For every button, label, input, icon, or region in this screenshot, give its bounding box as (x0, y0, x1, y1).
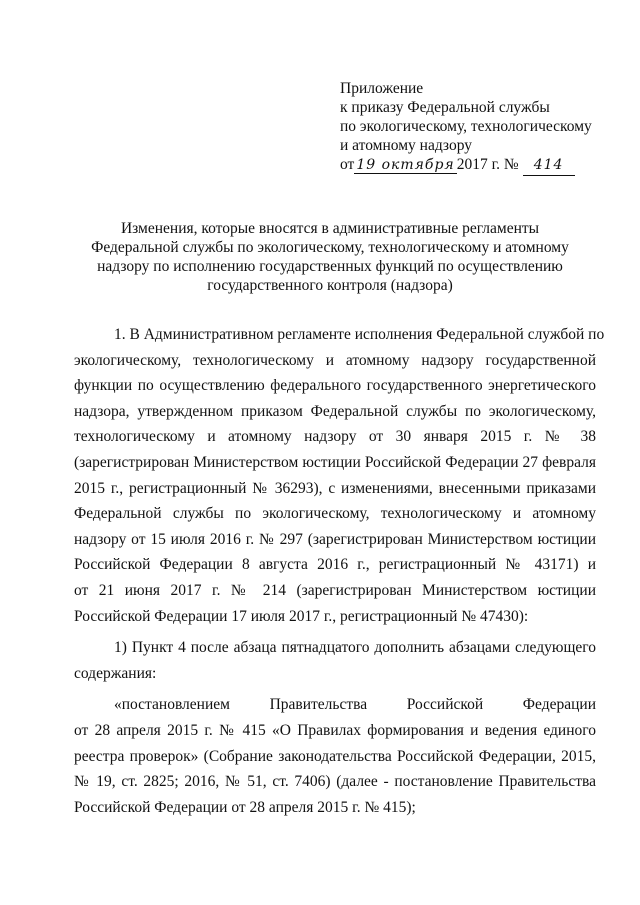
title-line-4: государственного контроля (надзора) (207, 277, 453, 294)
text-line: Российской Федерации от 28 апреля 2015 г. № 415); (74, 798, 416, 816)
text-line: 1. В Административном регламенте исполнения Федеральной службой по (114, 326, 605, 343)
date-suffix: 2017 г. № (456, 156, 519, 173)
text-line: технологическому и атомному надзору от 30 января 2015 г. № 38 (74, 428, 596, 446)
appendix-service-line: по экологическому, технологическому (340, 118, 592, 135)
title-line-1: Изменения, которые вносятся в административные регламенты (120, 220, 540, 237)
text-line: 1) Пункт 4 после абзаца пятнадцатого дополнить абзацами следующего (114, 639, 596, 657)
text-line: (зарегистрирован Министерством юстиции Российской Федерации 27 февраля (74, 453, 596, 471)
appendix-supervision-line: и атомному надзору (340, 137, 472, 154)
text-line: содержания: (74, 664, 157, 682)
text-line: экологическому, технологическому и атомному надзору государственной (74, 351, 596, 369)
text-line: надзору от 15 июля 2016 г. № 297 (зарегистрирован Министерством юстиции (74, 530, 596, 548)
text-line: Российской Федерации 17 июля 2017 г., регистрационный № 47430): (74, 607, 529, 625)
appendix-label: Приложение (340, 80, 424, 97)
appendix-order-ref: к приказу Федеральной службы (340, 99, 550, 116)
text-line: надзора, утвержденном приказом Федеральной службы по экологическому, (74, 402, 596, 420)
text-line: реестра проверок» (Собрание законодательства Российской Федерации, 2015, (74, 747, 596, 765)
handwritten-date: 19 октября (356, 157, 455, 173)
text-line: функции по осуществлению федерального государственного энергетического (74, 377, 596, 395)
paragraph-p1 (74, 322, 605, 629)
text-line: «постановлением Правительства Российской Федерации (114, 696, 596, 714)
date-prefix: от (340, 156, 355, 173)
text-line: от 28 апреля 2015 г. № 415 «О Правилах формирования и ведения единого (74, 721, 596, 739)
title-line-3: надзору по исполнению государственных функций по осуществлению (97, 258, 563, 275)
document-body (74, 322, 605, 826)
text-line: № 19, ст. 2825; 2016, № 51, ст. 7406) (далее - постановление Правительства (74, 773, 596, 791)
text-line: Федеральной службы по экологическому, технологическому и атомному (74, 505, 596, 523)
text-line: от 21 июня 2017 г. № 214 (зарегистрирован Министерством юстиции (74, 581, 596, 599)
paragraph-p2 (74, 635, 596, 686)
title-line-2: Федеральной службы по экологическому, технологическому и атомному (91, 239, 569, 256)
paragraph-p3 (74, 692, 596, 820)
text-line: 2015 г., регистрационный № 36293), с изменениями, внесенными приказами (74, 479, 596, 497)
handwritten-order-number: 414 (523, 156, 575, 176)
appendix-date-line (340, 155, 620, 176)
text-line: Российской Федерации 8 августа 2016 г., регистрационный № 43171) и (74, 556, 596, 574)
appendix-block (340, 79, 620, 176)
document-title (60, 219, 600, 295)
